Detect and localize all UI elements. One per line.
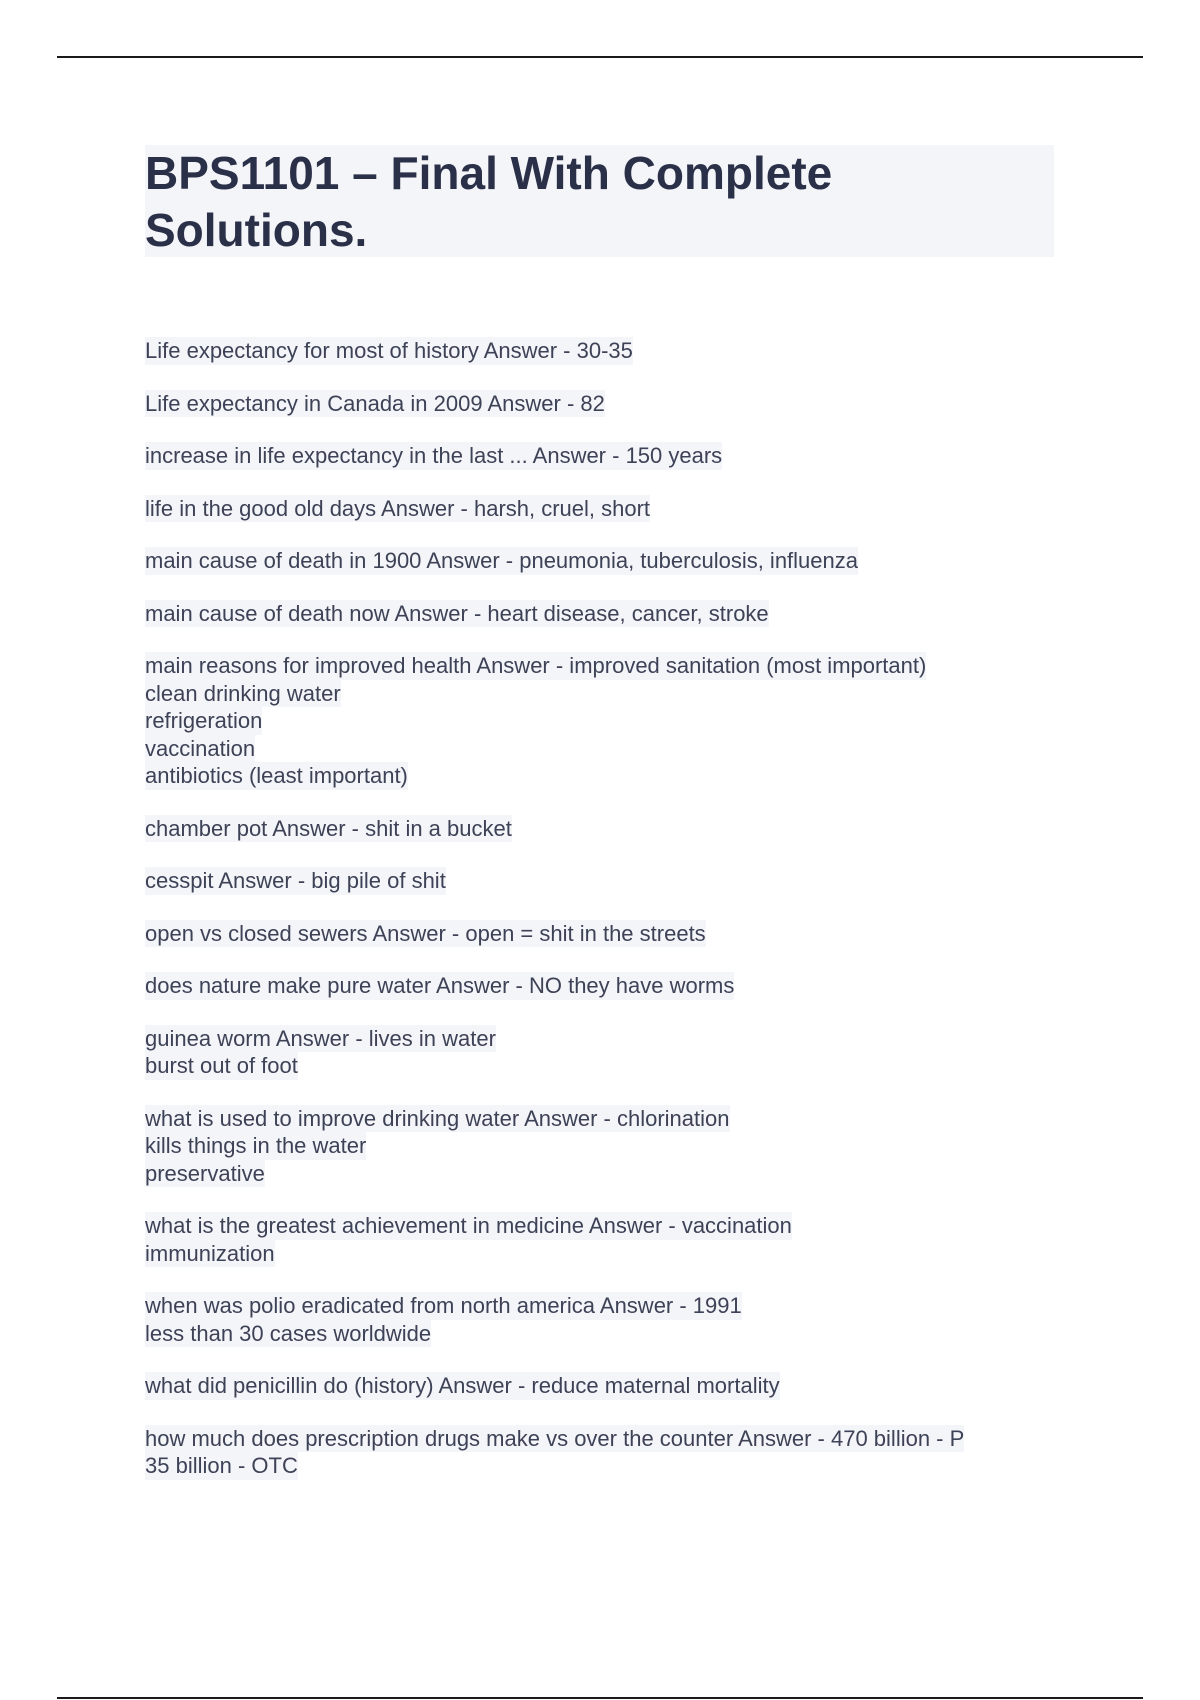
qa-item [145, 1292, 1055, 1347]
qa-item [145, 652, 1055, 790]
qa-line: how much does prescription drugs make vs over the counter Answer - 470 billion - P [145, 1425, 965, 1451]
qa-line: burst out of foot [145, 1053, 298, 1078]
qa-line: Life expectancy for most of history Answer - 30-35 [145, 338, 633, 363]
qa-item [145, 920, 1055, 948]
qa-item [145, 867, 1055, 895]
qa-line: chamber pot Answer - shit in a bucket [145, 815, 512, 841]
qa-line: life in the good old days Answer - harsh, cruel, short [145, 495, 651, 521]
qa-line: increase in life expectancy in the last ... Answer - 150 years [145, 443, 723, 468]
qa-line: open vs closed sewers Answer - open = shit in the streets [145, 920, 706, 946]
qa-item [145, 815, 1055, 843]
qa-line: vaccination [145, 735, 256, 761]
qa-item [145, 337, 1055, 365]
qa-line: main cause of death now Answer - heart disease, cancer, stroke [145, 600, 769, 626]
qa-line: main cause of death in 1900 Answer - pneumonia, tuberculosis, influenza [145, 548, 858, 573]
qa-line: refrigeration [145, 708, 263, 733]
qa-line: kills things in the water [145, 1133, 367, 1158]
qa-list [145, 337, 1055, 1505]
qa-line: when was polio eradicated from north america Answer - 1991 [145, 1293, 742, 1318]
qa-line: antibiotics (least important) [145, 763, 408, 788]
qa-item [145, 972, 1055, 1000]
qa-item [145, 442, 1055, 470]
qa-line: 35 billion - OTC [145, 1453, 298, 1478]
qa-line: Life expectancy in Canada in 2009 Answer - 82 [145, 390, 605, 416]
qa-item [145, 1105, 1055, 1188]
qa-line: does nature make pure water Answer - NO they have worms [145, 973, 735, 998]
title-line: Solutions. [145, 204, 368, 256]
qa-item [145, 547, 1055, 575]
qa-line: what did penicillin do (history) Answer - reduce maternal mortality [145, 1373, 780, 1398]
qa-item [145, 390, 1055, 418]
qa-line: less than 30 cases worldwide [145, 1320, 432, 1346]
qa-item [145, 1025, 1055, 1080]
qa-item [145, 1212, 1055, 1267]
document-title [145, 145, 1054, 259]
qa-line: cesspit Answer - big pile of shit [145, 868, 446, 893]
title-line: BPS1101 – Final With Complete [145, 147, 833, 199]
qa-line: preservative [145, 1160, 265, 1186]
qa-line: guinea worm Answer - lives in water [145, 1025, 496, 1051]
qa-item [145, 600, 1055, 628]
top-rule [57, 56, 1143, 58]
document-title-block [145, 145, 1054, 257]
qa-line: main reasons for improved health Answer - improved sanitation (most important) [145, 653, 927, 678]
qa-line: immunization [145, 1240, 275, 1266]
qa-line: what is the greatest achievement in medicine Answer - vaccination [145, 1213, 792, 1238]
qa-item [145, 1425, 1055, 1480]
qa-line: what is used to improve drinking water Answer - chlorination [145, 1105, 730, 1131]
qa-item [145, 495, 1055, 523]
qa-line: clean drinking water [145, 680, 341, 706]
bottom-rule [57, 1697, 1143, 1699]
qa-item [145, 1372, 1055, 1400]
